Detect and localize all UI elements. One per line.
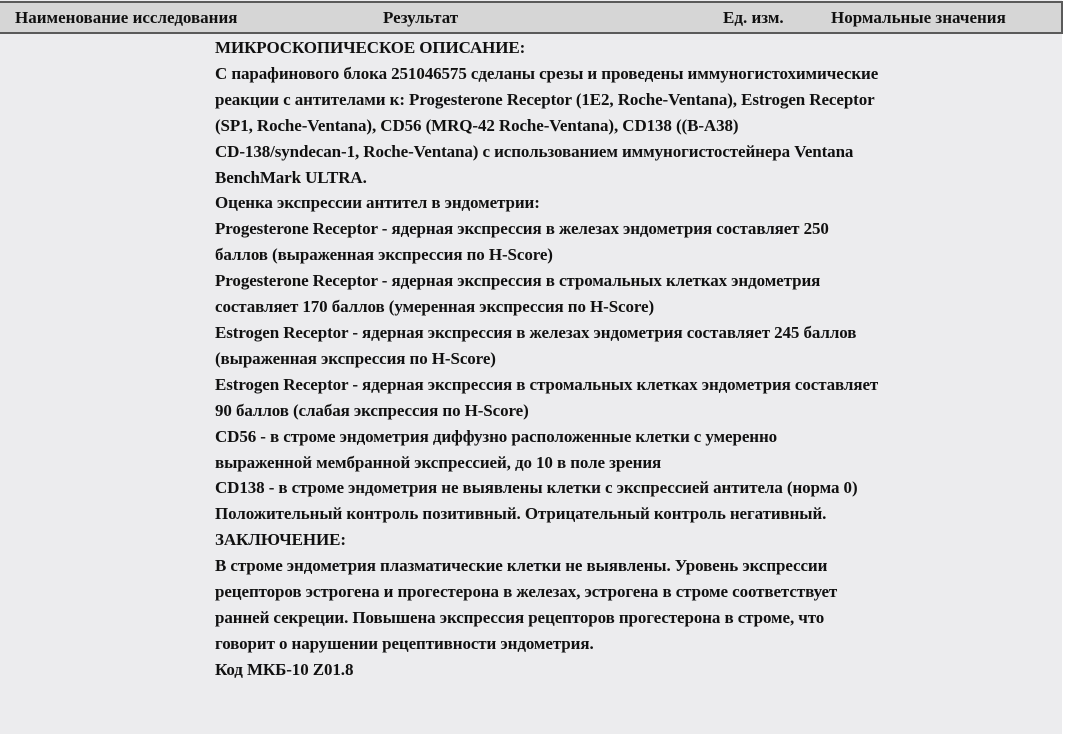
report-line: баллов (выраженная экспрессия по H-Score) bbox=[215, 245, 553, 265]
table-header bbox=[0, 1, 1063, 34]
icd-code: Код МКБ-10 Z01.8 bbox=[215, 659, 354, 679]
report-line: Положительный контроль позитивный. Отрицательный контроль негативный. bbox=[215, 504, 827, 524]
report-line: CD-138/syndecan-1, Roche-Ventana) с использованием иммуногистостейнера Ventana bbox=[215, 141, 854, 161]
report-line: ранней секреции. Повышена экспрессия рецепторов прогестерона в строме, что bbox=[215, 607, 825, 627]
report-line: реакции с антителами к: Progesterone Receptor (1E2, Roche-Ventana), Estrogen Receptor bbox=[215, 89, 875, 109]
report-line: говорит о нарушении рецептивности эндометрия. bbox=[215, 633, 594, 653]
report-line: Progesterone Receptor - ядерная экспрессия в стромальных клетках эндометрия bbox=[215, 271, 821, 291]
report-line: (SP1, Roche-Ventana), CD56 (MRQ-42 Roche-Ventana), CD138 ((B-A38) bbox=[215, 115, 739, 135]
section-heading-microscopic: МИКРОСКОПИЧЕСКОЕ ОПИСАНИЕ: bbox=[215, 38, 526, 57]
subheading-expression: Оценка экспрессии антител в эндометрии: bbox=[215, 193, 540, 213]
report-line: BenchMark ULTRA. bbox=[215, 167, 367, 187]
report-line: составляет 170 баллов (умеренная экспрессия по H-Score) bbox=[215, 297, 655, 317]
report-line: Progesterone Receptor - ядерная экспрессия в железах эндометрия составляет 250 bbox=[215, 219, 829, 239]
report-line: CD56 - в строме эндометрия диффузно расположенные клетки с умеренно bbox=[215, 426, 778, 446]
section-heading-conclusion: ЗАКЛЮЧЕНИЕ: bbox=[215, 530, 346, 550]
result-cell bbox=[215, 35, 1065, 683]
report-line: рецепторов эстрогена и прогестерона в железах, эстрогена в строме соответствует bbox=[215, 582, 838, 602]
report-line: Estrogen Receptor - ядерная экспрессия в железах эндометрия составляет 245 баллов bbox=[215, 322, 857, 342]
report-line: выраженной мембранной экспрессией, до 10 в поле зрения bbox=[215, 452, 662, 472]
column-header-norm: Нормальные значения bbox=[831, 8, 1006, 27]
column-header-unit: Ед. изм. bbox=[723, 8, 784, 27]
report-line: Estrogen Receptor - ядерная экспрессия в стромальных клетках эндометрия составляет bbox=[215, 374, 879, 394]
column-header-name: Наименование исследования bbox=[15, 8, 238, 27]
report-line: 90 баллов (слабая экспрессия по H-Score) bbox=[215, 400, 529, 420]
report-line: В строме эндометрия плазматические клетки не выявлены. Уровень экспрессии bbox=[215, 556, 828, 576]
column-header-result: Результат bbox=[383, 8, 459, 27]
report-line: (выраженная экспрессия по H-Score) bbox=[215, 348, 496, 368]
report-line: С парафинового блока 251046575 сделаны срезы и проведены иммуногистохимические bbox=[215, 63, 879, 83]
report-line: CD138 - в строме эндометрия не выявлены клетки с экспрессией антитела (норма 0) bbox=[215, 478, 858, 498]
